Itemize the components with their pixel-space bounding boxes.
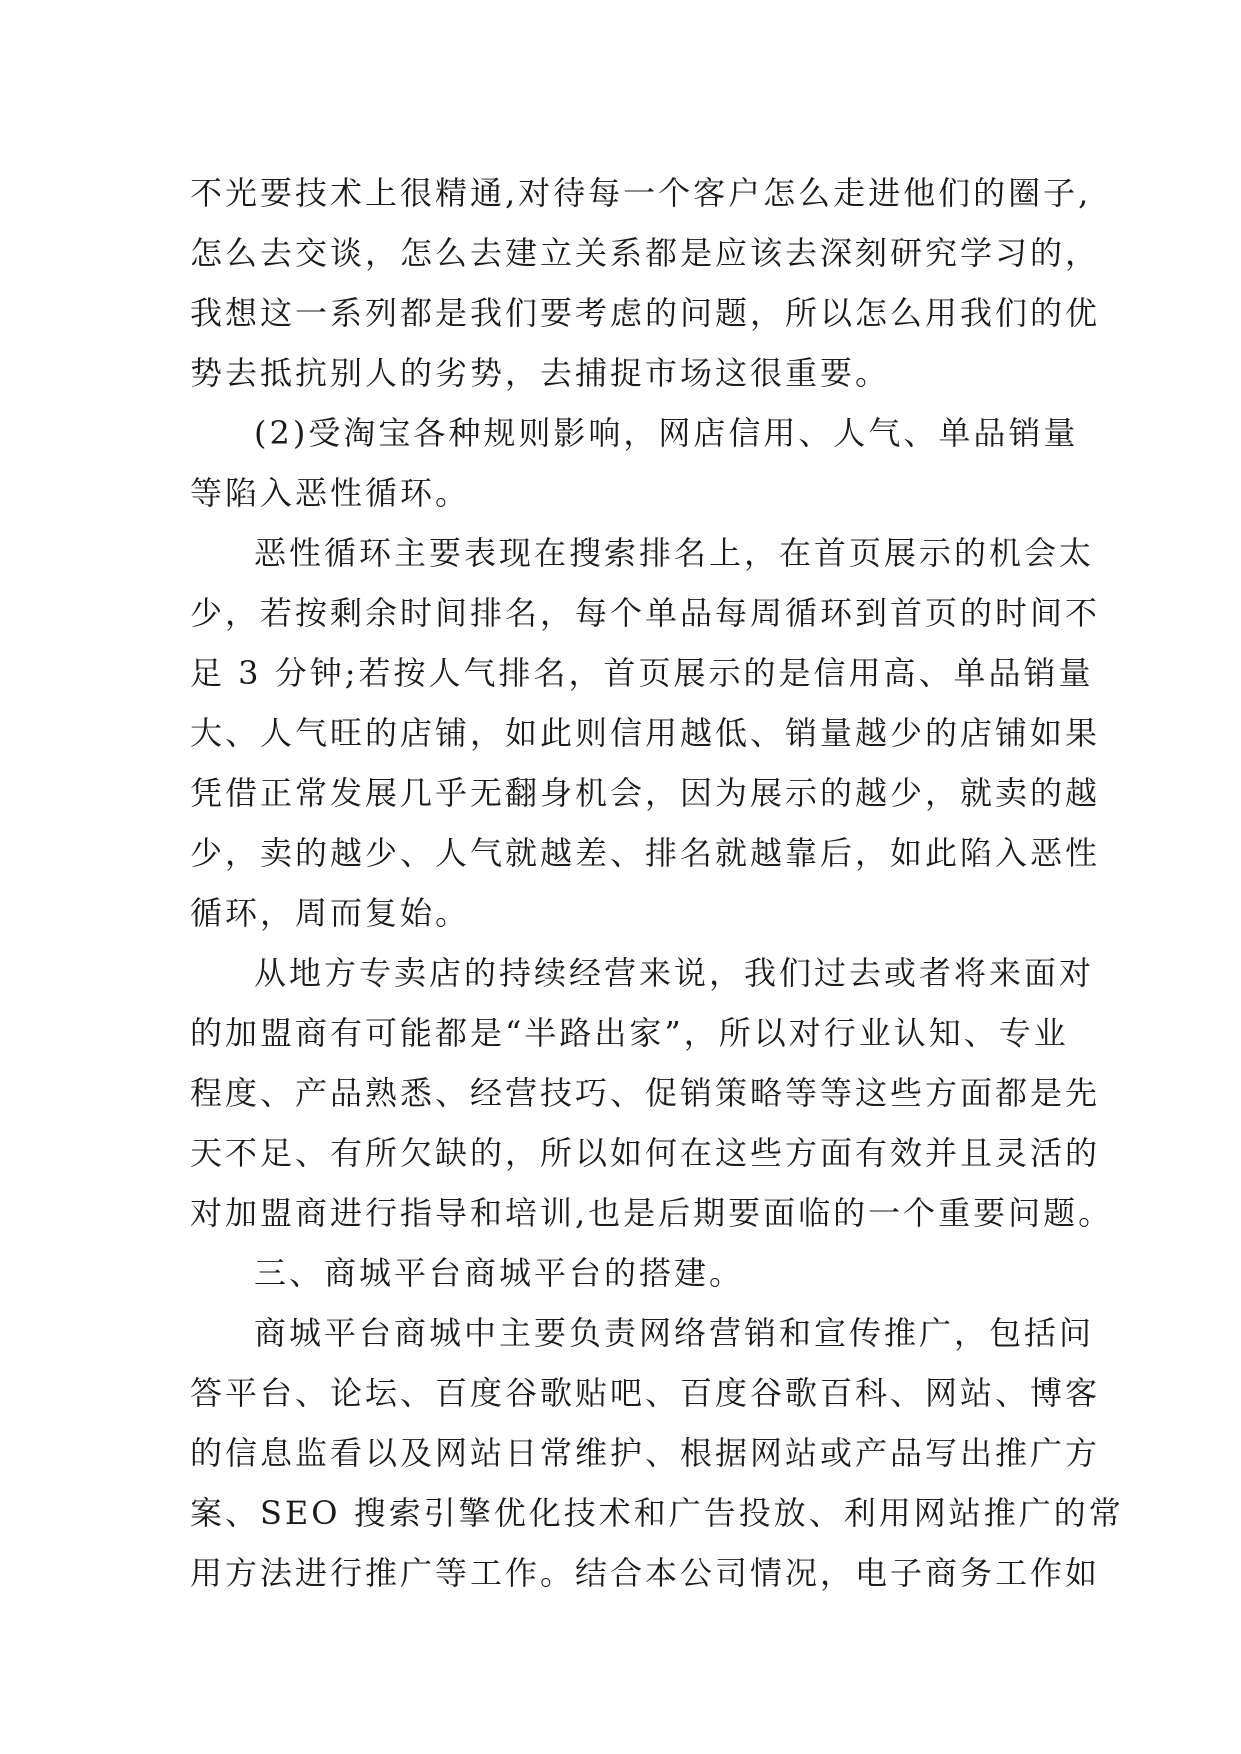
text-line: 势去抵抗别人的劣势，去捕捉市场这很重要。 xyxy=(190,354,891,392)
text-line: 少，若按剩余时间排名，每个单品每周循环到首页的时间不 xyxy=(190,594,1101,632)
text-line: 商城平台商城中主要负责网络营销和宣传推广，包括问 xyxy=(254,1314,1095,1352)
text-line: 用方法进行推广等工作。结合本公司情况，电子商务工作如 xyxy=(190,1554,1101,1592)
text-line: 三、商城平台商城平台的搭建。 xyxy=(254,1254,745,1292)
text-line: 答平台、论坛、百度谷歌贴吧、百度谷歌百科、网站、博客 xyxy=(190,1374,1101,1412)
text-line: 从地方专卖店的持续经营来说，我们过去或者将来面对 xyxy=(254,954,1095,992)
text-line: 少，卖的越少、人气就越差、排名就越靠后，如此陷入恶性 xyxy=(190,834,1101,872)
text-line: 怎么去交谈，怎么去建立关系都是应该去深刻研究学习的， xyxy=(190,234,1101,272)
text-line: 的加盟商有可能都是“半路出家”，所以对行业认知、专业 xyxy=(190,1014,1069,1052)
text-line: (2)受淘宝各种规则影响，网店信用、人气、单品销量 xyxy=(254,414,1079,452)
text-line: 不光要技术上很精通,对待每一个客户怎么走进他们的圈子, xyxy=(190,174,1092,212)
text-line: 凭借正常发展几乎无翻身机会，因为展示的越少，就卖的越 xyxy=(190,774,1101,812)
text-line: 程度、产品熟悉、经营技巧、促销策略等等这些方面都是先 xyxy=(190,1074,1101,1112)
text-line: 大、人气旺的店铺，如此则信用越低、销量越少的店铺如果 xyxy=(190,714,1101,752)
document-body xyxy=(190,163,1124,1603)
text-line: 足 3 分钟;若按人气排名，首页展示的是信用高、单品销量 xyxy=(190,654,1094,692)
text-line: 我想这一系列都是我们要考虑的问题，所以怎么用我们的优 xyxy=(190,294,1101,332)
text-line: 天不足、有所欠缺的，所以如何在这些方面有效并且灵活的 xyxy=(190,1134,1101,1172)
text-line: 案、SEO 搜索引擎优化技术和广告投放、利用网站推广的常 xyxy=(190,1494,1124,1532)
text-line: 对加盟商进行指导和培训,也是后期要面临的一个重要问题。 xyxy=(190,1194,1114,1232)
text-line: 等陷入恶性循环。 xyxy=(190,474,471,512)
text-line: 循环，周而复始。 xyxy=(190,894,471,932)
text-line: 的信息监看以及网站日常维护、根据网站或产品写出推广方 xyxy=(190,1434,1101,1472)
text-line: 恶性循环主要表现在搜索排名上，在首页展示的机会太 xyxy=(254,534,1095,572)
